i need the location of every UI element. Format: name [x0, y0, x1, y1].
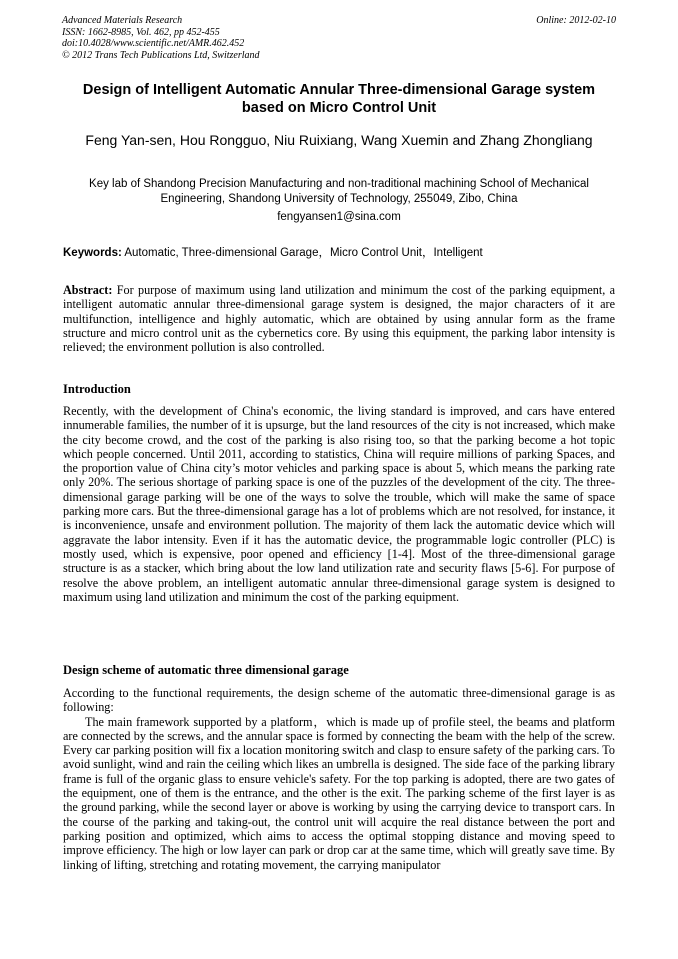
author-email: fengyansen1@sina.com [277, 211, 401, 223]
journal-name: Advanced Materials Research [62, 15, 183, 26]
design-paragraph: The main framework supported by a platform，which is made up of profile steel, the beams and platform are connected by the screws, and the annular space is formed by connecting the beam with the help of the screw. Every car parking position will fix a location monitoring switch and clasp to ensure safety of the parking cars. To avoid sunlight, wind and rain the ceiling which likes an umbrella is designed. The side face of the parking library frame is full of the organic glass to ensure vehicle's safety. For the top parking is adopted, there are two gates of the equipment, one of them is the entrance, and the other is the exit. The parking scheme of the first layer is as the ground parking, while the second layer or above is working by using the carrying device to transport cars. In the course of the parking and taking-out, the control unit will acquire the real distance between the port and parking position and optimized, which aims to access the optimal stopping distance and moving speed to improve efficiency. The high or low layer can park or drop car at the same time, which will greatly save time. By linking of lifting, stretching and rotating movement, the carrying manipulator [63, 714, 615, 872]
abstract-label: Abstract: [63, 283, 113, 297]
design-intro-paragraph: According to the functional requirements, the design scheme of the automatic three-dimensional garage is as following: [63, 686, 615, 715]
journal-header [62, 15, 616, 61]
keywords [63, 246, 617, 261]
design-section [63, 686, 615, 872]
affiliation: Key lab of Shandong Precision Manufacturing and non-traditional machining School of Mechanical Engineering, Shandong University of Technology, 255049, Zibo, China [89, 178, 589, 205]
abstract [63, 283, 615, 354]
doi-line: doi:10.4028/www.scientific.net/AMR.462.452 [62, 38, 245, 49]
introduction-heading: Introduction [63, 382, 131, 396]
design-heading: Design scheme of automatic three dimensional garage [63, 663, 349, 677]
introduction-paragraph: Recently, with the development of China's economic, the living standard is improved, and cars have entered innumerable families, the number of it is upsurge, but the land resources of the city is not increased, which make the city become crowd, and the cost of the parking is also rising too, so that the parking become a hot topic which people concerned. Until 2011, according to statistics, China will require millions of parking Spaces, and the proportion value of China city’s motor vehicles and parking space is about 5, which means the parking rate only 20%. The serious shortage of parking space is one of the puzzles of the development of the city. The three-dimensional garage parking will be one of the ways to solve the trouble, which will make the same of space parking more cars. But the three-dimensional garage has a lot of problems which are not resolved, for instance, it is inconvenience, unsafe and environment pollution. The majority of them lack the automatic device which will aggravate the labor intensity. Even if it has the automatic device, the programmable logic controller (PLC) is mostly used, which is expensive, poor opened and efficiency [1-4]. Most of the three-dimensional garage structure is as a stacker, which bring about the low land utilization rate and security flaws [5-6]. For purpose of resolve the above problem, an intelligent automatic annular three-dimensional garage system is designed to maximum using land utilization and minimum the cost of the parking equipment. [63, 404, 615, 604]
issn-line: ISSN: 1662-8985, Vol. 462, pp 452-455 [62, 26, 220, 38]
online-date: Online: 2012-02-10 [536, 15, 616, 26]
copyright-line: © 2012 Trans Tech Publications Ltd, Switzerland [62, 49, 260, 61]
keywords-label: Keywords: [63, 247, 122, 259]
author-list: Feng Yan-sen, Hou Rongguo, Niu Ruixiang, Wang Xuemin and Zhang Zhongliang [85, 132, 593, 148]
abstract-text: For purpose of maximum using land utilization and minimum the cost of the parking equipment, a intelligent automatic annular three-dimensional garage system is designed, the major characters of it are multifunction, intelligence and highly automatic, which are obtained by using annular form as the frame structure and micro control unit as the cybernetics core. By using this equipment, the parking labor intensity is relieved; the environment pollution is also controlled. [63, 283, 615, 355]
paper-title: Design of Intelligent Automatic Annular Three-dimensional Garage system based on Micro Control Unit [82, 82, 596, 116]
keywords-text: Automatic, Three-dimensional Garage，Micro Control Unit，Intelligent [121, 247, 483, 259]
